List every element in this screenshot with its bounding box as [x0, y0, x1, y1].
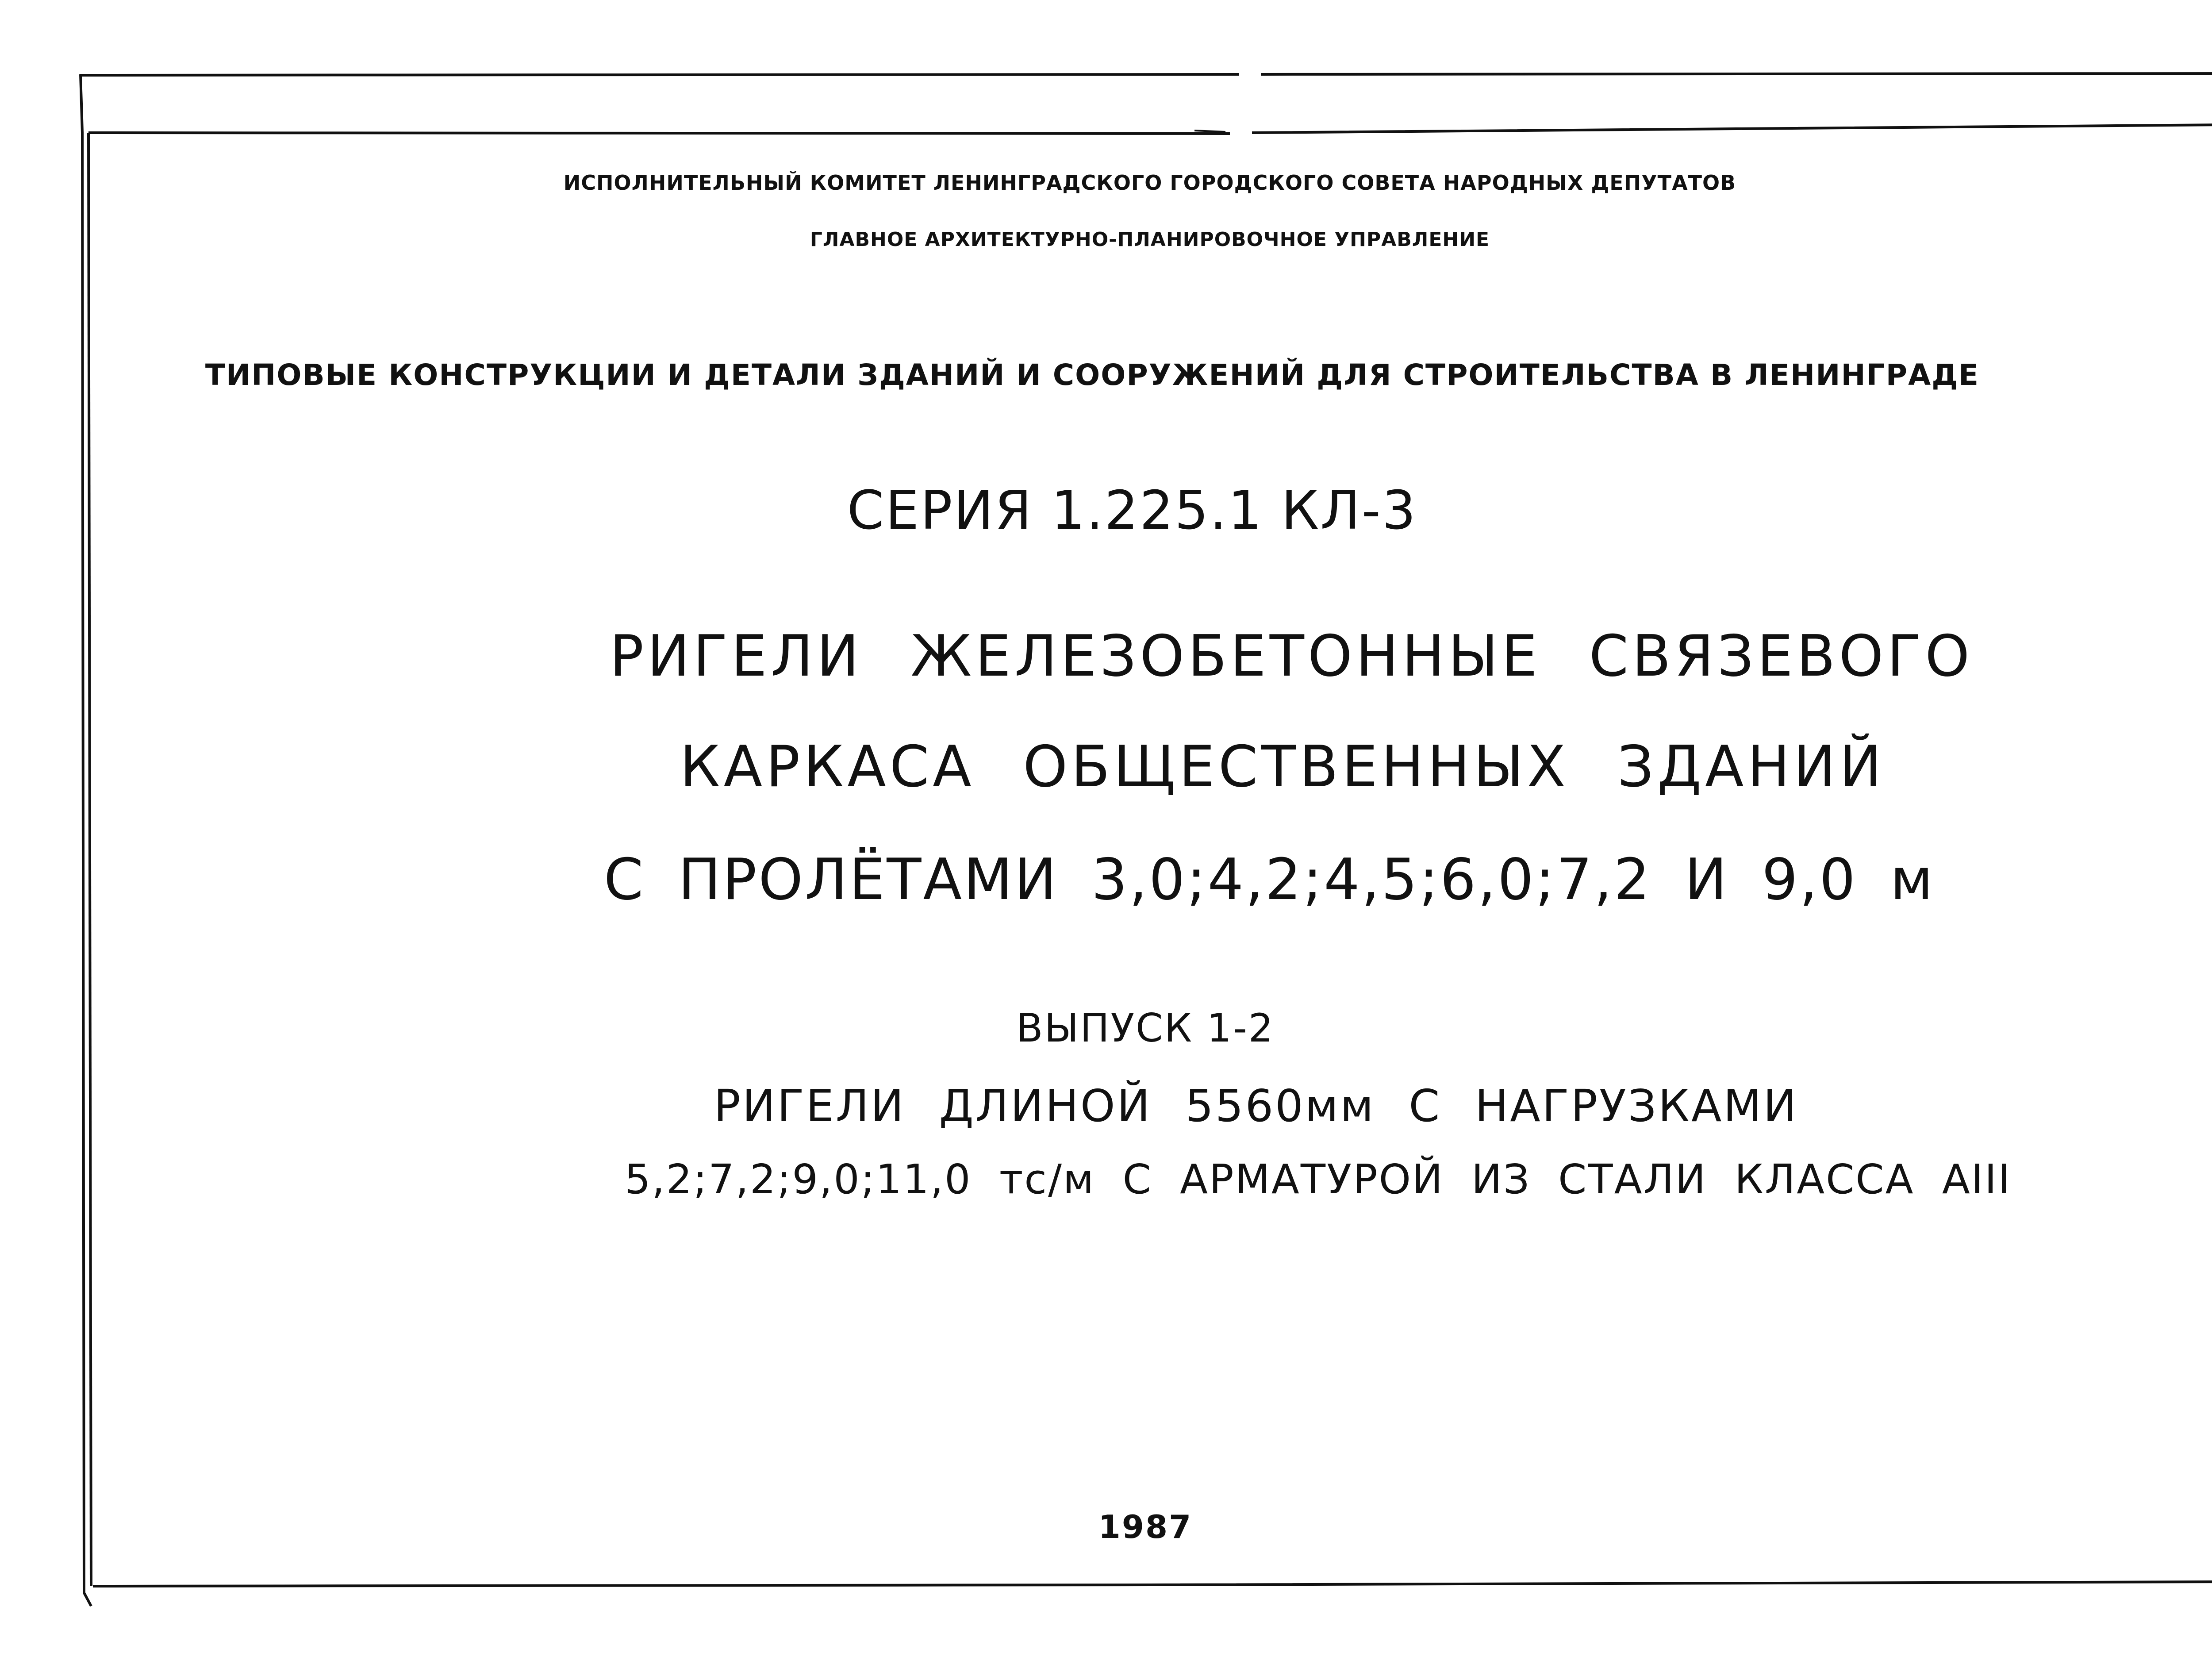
outer-border-top: [80, 73, 2212, 75]
inner-border-bottom: [93, 1582, 2212, 1586]
collection-title: ТИПОВЫЕ КОНСТРУКЦИИ И ДЕТАЛИ ЗДАНИЙ И СООРУЖЕНИЙ ДЛЯ СТРОИТЕЛЬСТВА В ЛЕНИНГРАДЕ: [205, 358, 1980, 392]
issue-label: ВЫПУСК 1-2: [1016, 1005, 1275, 1051]
title-line-3: С ПРОЛЁТАМИ 3,0;4,2;4,5;6,0;7,2 И 9,0 м: [603, 847, 1935, 913]
committee-heading: ИСПОЛНИТЕЛЬНЫЙ КОМИТЕТ ЛЕНИНГРАДСКОГО ГОРОДСКОГО СОВЕТА НАРОДНЫХ ДЕПУТАТОВ: [563, 171, 1736, 195]
department-heading: ГЛАВНОЕ АРХИТЕКТУРНО-ПЛАНИРОВОЧНОЕ УПРАВЛЕНИЕ: [810, 228, 1490, 251]
edge-mark-top: [1194, 131, 1225, 132]
publication-year: 1987: [1098, 1508, 1193, 1545]
inner-border-left: [88, 133, 91, 1586]
issue-line-2: 5,2;7,2;9,0;11,0 тс/м С АРМАТУРОЙ ИЗ СТАЛИ КЛАССА АIII: [624, 1156, 2012, 1203]
series-code: СЕРИЯ 1.225.1 КЛ-3: [847, 480, 1417, 542]
title-line-2: КАРКАСА ОБЩЕСТВЕННЫХ ЗДАНИЙ: [680, 734, 1886, 800]
issue-line-1: РИГЕЛИ ДЛИНОЙ 5560мм С НАГРУЗКАМИ: [714, 1080, 1798, 1132]
title-line-1: РИГЕЛИ ЖЕЛЕЗОБЕТОННЫЕ СВЯЗЕВОГО: [609, 623, 1974, 689]
inner-border-top: [88, 125, 2212, 134]
